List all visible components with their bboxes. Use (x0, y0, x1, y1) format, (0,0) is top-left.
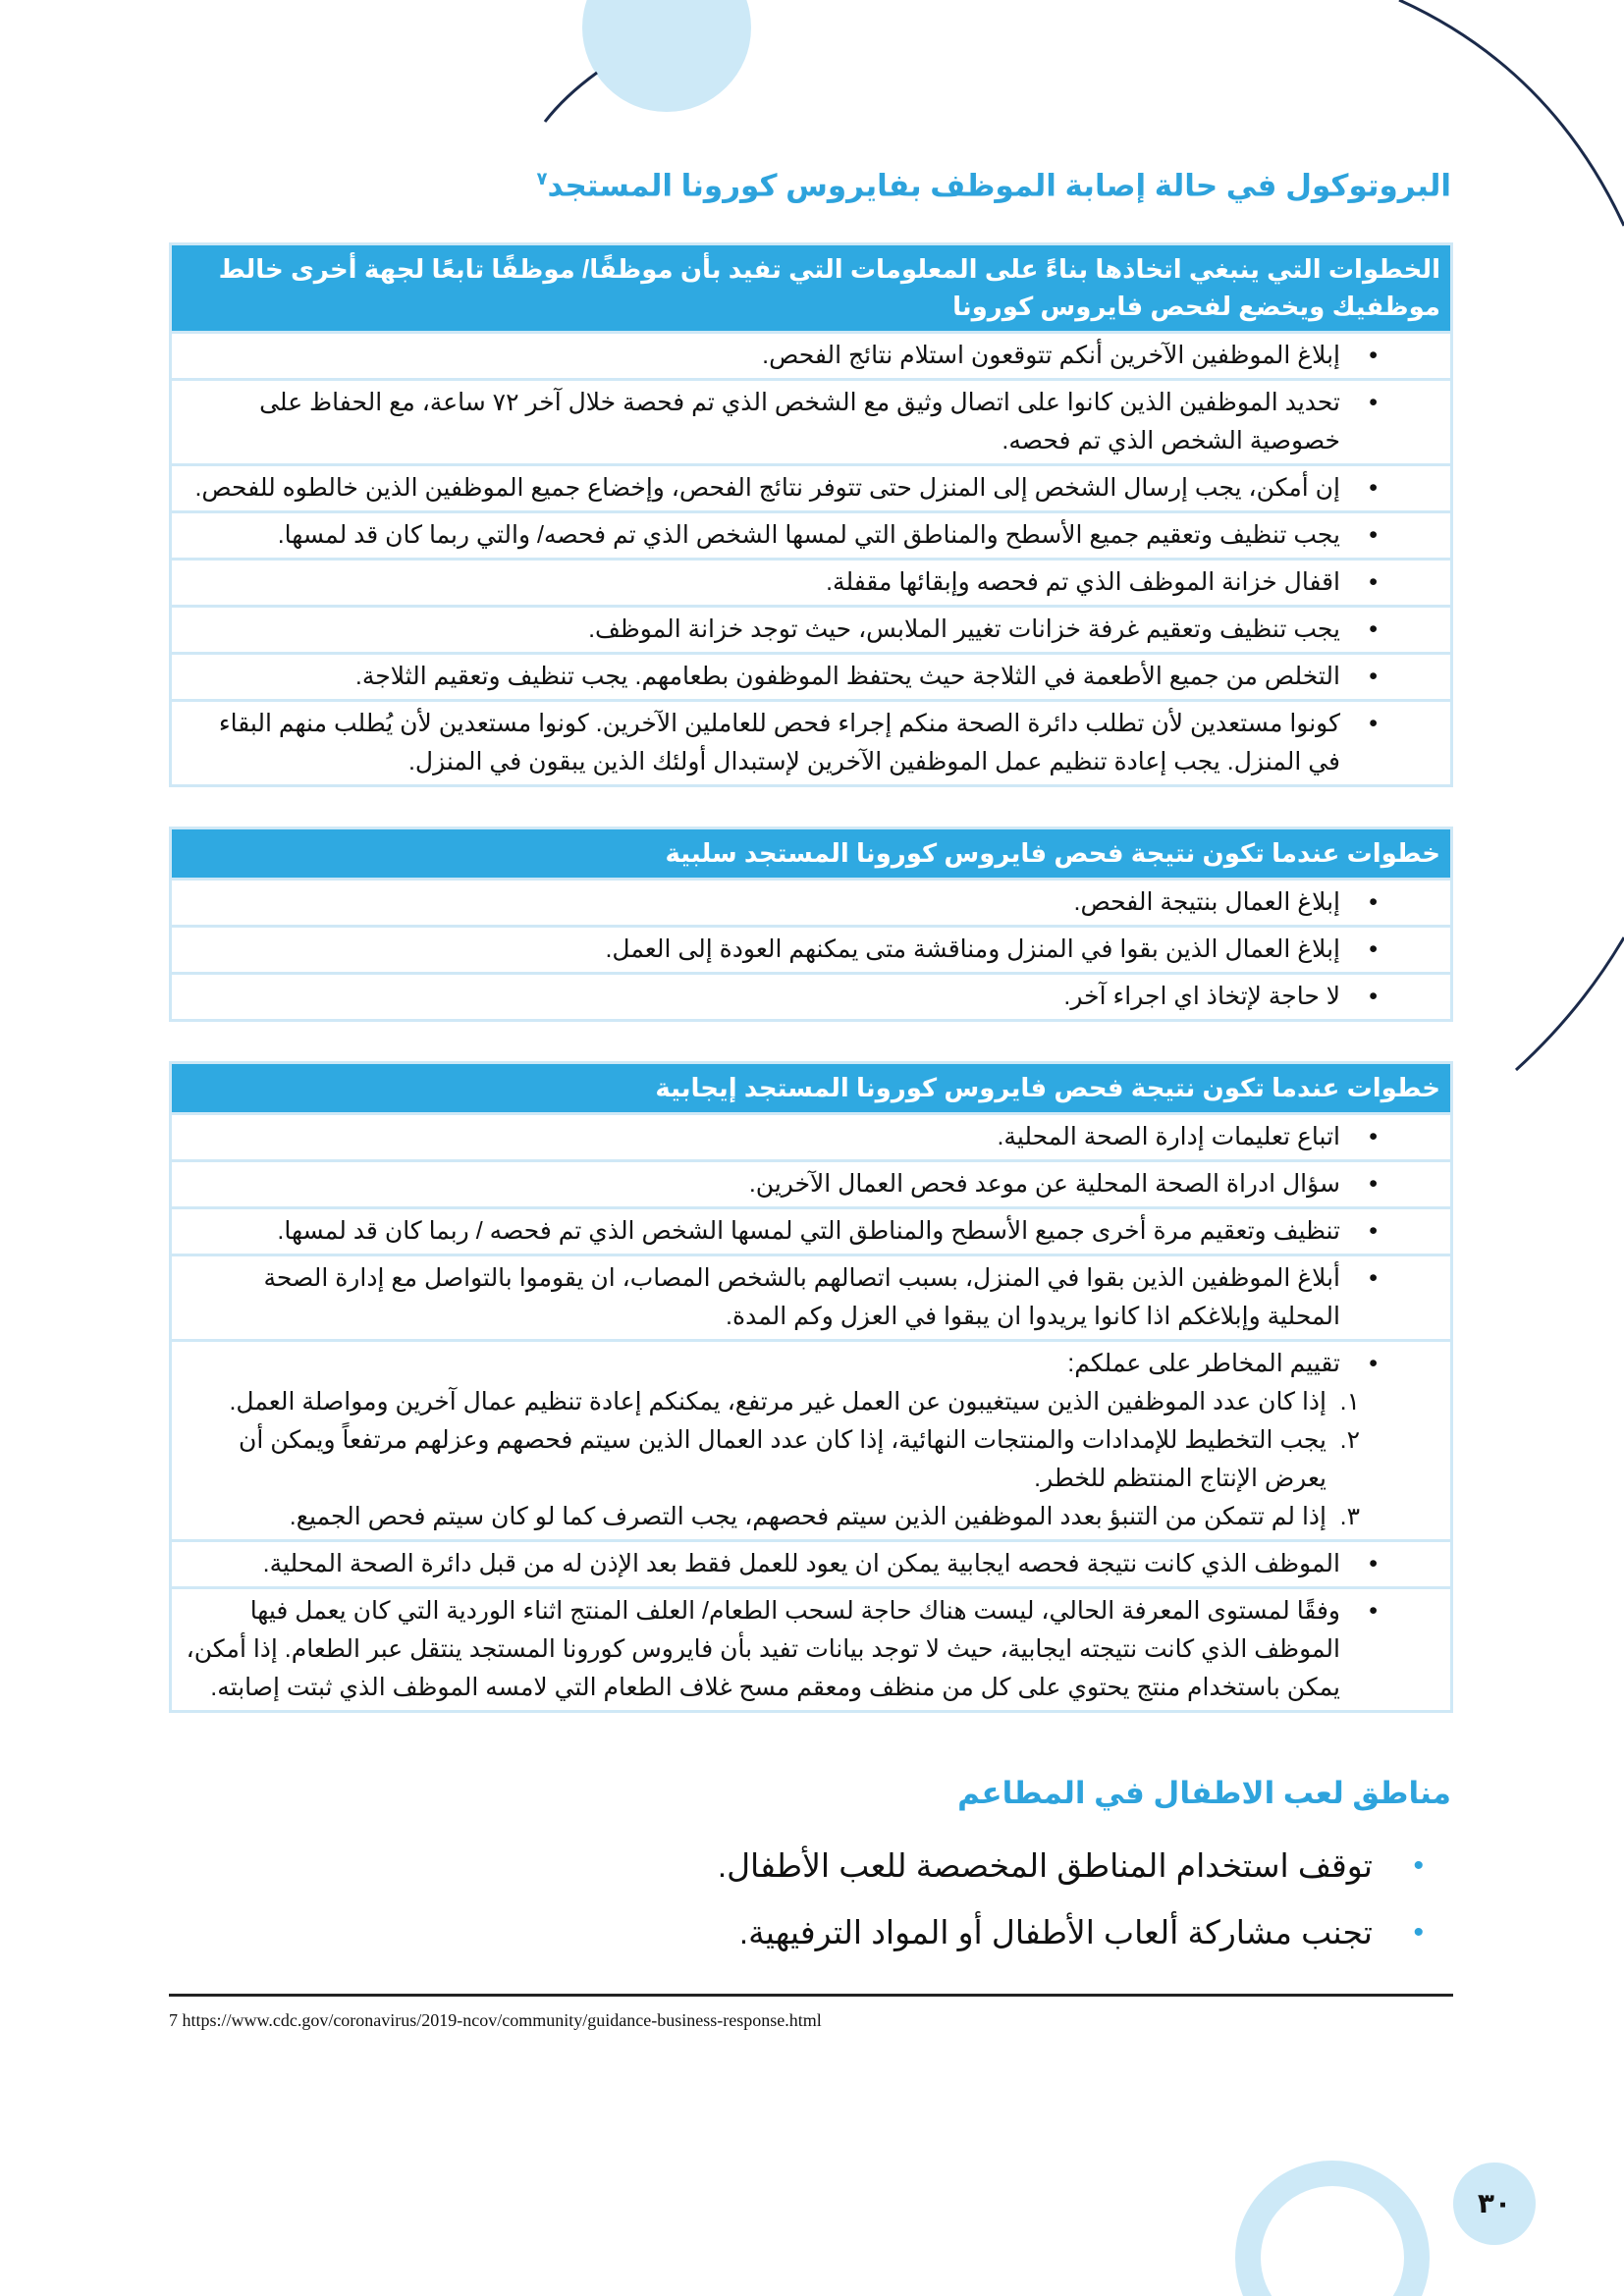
table-row (172, 1159, 1450, 1206)
bullet-icon: • (1369, 1550, 1378, 1578)
bullet-icon: • (1413, 1849, 1424, 1883)
bullet-icon: • (1413, 1916, 1424, 1949)
table-row-risk-assessment (172, 1339, 1450, 1539)
page-title (169, 157, 1451, 207)
table-row (172, 331, 1450, 378)
list-item-text: توقف استخدام المناطق المخصصة للعب الأطفال. (717, 1847, 1373, 1885)
table-row (172, 558, 1450, 605)
risk-label: تقييم المخاطر على عملكم: (1067, 1350, 1340, 1378)
item-text: إذا كان عدد الموظفين الذين سيتغيبون عن العمل غير مرتفع، يمكنكم إعادة تنظيم عمال آخرين ومواصلة العمل. (229, 1388, 1326, 1416)
bullet-icon: • (1369, 1350, 1378, 1378)
row-text: الموظف الذي كانت نتيجة فحصه ايجابية يمكن ان يعود للعمل فقط بعد الإذن له من قبل دائرة الصحة المحلية. (262, 1550, 1340, 1578)
table-row (172, 1586, 1450, 1710)
table-row (172, 1206, 1450, 1254)
row-text: وفقًا لمستوى المعرفة الحالي، ليست هناك حاجة لسحب الطعام/ العلف المنتج اثناء الوردية التي كان يعمل فيها الموظف الذي كانت نتيجته ايجابية، حيث لا توجد بيانات تفيد بأن فايروس كورونا المستجد ينتقل عبر الطعام. إذا أمكن، يمكن باستخدام منتج يحتوي على كل من منظف ومعقم مسح غلاف الطعام التي لامسه الموظف الذي ثبتت إصابته. (186, 1597, 1340, 1702)
table-row (172, 972, 1450, 1019)
bullet-icon: • (1369, 1264, 1378, 1293)
bullet-icon: • (1369, 888, 1378, 917)
list-item-text: تجنب مشاركة ألعاب الأطفال أو المواد الترفيهية. (738, 1914, 1373, 1951)
bullet-icon: • (1369, 1170, 1378, 1199)
decor-bottom-ring (1248, 2173, 1417, 2296)
table-row (172, 605, 1450, 652)
bullet-icon: • (1369, 474, 1378, 503)
page-title-text: البروتوكول في حالة إصابة الموظف بفايروس كورونا المستجد (547, 168, 1451, 203)
row-text: كونوا مستعدين لأن تطلب دائرة الصحة منكم إجراء فحص للعاملين الآخرين. كونوا مستعدين لأن يُطلب منهم البقاء في المنزل. يجب إعادة تنظيم عمل الموظفين الآخرين لإستبدال أولئك الذين يبقون في المنزل. (218, 710, 1340, 776)
table-negative-result (169, 827, 1453, 1022)
bullet-icon: • (1369, 935, 1378, 964)
item-number: ٣. (1339, 1503, 1360, 1531)
table-row (172, 925, 1450, 972)
numbered-item (186, 1383, 1360, 1421)
footnote-ref: ٧ (536, 169, 548, 188)
item-text: يجب التخطيط للإمدادات والمنتجات النهائية، إذا كان عدد العمال الذين سيتم فحصهم وعزلهم مرتفعاً ويمكن أن يعرض الإنتاج المنتظم للخطر. (238, 1426, 1326, 1493)
table-positive-result (169, 1061, 1453, 1713)
bullet-icon: • (1369, 663, 1378, 691)
footnote-divider (169, 1994, 1453, 1997)
row-text: تنظيف وتعقيم مرة أخرى جميع الأسطح والمناطق التي لمسها الشخص الذي تم فحصه / ربما كان قد لمسها. (277, 1217, 1340, 1246)
section-title-play-areas: مناطق لعب الاطفال في المطاعم (957, 1776, 1451, 1811)
table-contact-steps (169, 242, 1453, 787)
list-item (169, 1911, 1424, 1954)
row-text: يجب تنظيف وتعقيم غرفة خزانات تغيير الملابس، حيث توجد خزانة الموظف. (588, 615, 1340, 644)
row-text: إبلاغ العمال الذين بقوا في المنزل ومناقشة متى يمكنهم العودة إلى العمل. (605, 935, 1340, 964)
numbered-item (186, 1421, 1360, 1498)
bullet-icon: • (1369, 521, 1378, 550)
item-number: ١. (1339, 1388, 1360, 1416)
row-text: أبلاغ الموظفين الذين بقوا في المنزل، بسبب اتصالهم بالشخص المصاب، ان يقوموا بالتواصل مع إدارة الصحة المحلية وإبلاغكم اذا كانوا يريدوا ان يبقوا في العزل وكم المدة. (263, 1264, 1340, 1331)
page-content (169, 0, 1453, 2149)
table-row (172, 510, 1450, 558)
footnote: 7 https://www.cdc.gov/coronavirus/2019-ncov/community/guidance-business-response.html (169, 2010, 822, 2031)
table-row (172, 652, 1450, 699)
bullet-icon: • (1369, 710, 1378, 738)
row-text: سؤال ادراة الصحة المحلية عن موعد فحص العمال الآخرين. (748, 1170, 1340, 1199)
bullet-icon: • (1369, 983, 1378, 1011)
decor-arc-right-bottom (1516, 937, 1624, 1070)
table-row (172, 378, 1450, 463)
bullet-icon: • (1369, 1123, 1378, 1151)
row-text: اقفال خزانة الموظف الذي تم فحصه وإبقائها مقفلة. (826, 568, 1340, 597)
bullet-icon: • (1369, 568, 1378, 597)
table-row (172, 1112, 1450, 1159)
table-header: خطوات عندما تكون نتيجة فحص فايروس كورونا المستجد سلبية (172, 829, 1450, 878)
table-row (172, 1539, 1450, 1586)
bullet-icon: • (1369, 389, 1378, 417)
row-text: يجب تنظيف وتعقيم جميع الأسطح والمناطق التي لمسها الشخص الذي تم فحصه/ والتي ربما كان قد لمسها. (277, 521, 1340, 550)
table-row (172, 1254, 1450, 1339)
item-number: ٢. (1339, 1426, 1360, 1455)
bullet-icon: • (1369, 1217, 1378, 1246)
row-text: إبلاغ العمال بنتيجة الفحص. (1073, 888, 1340, 917)
bullet-icon: • (1369, 615, 1378, 644)
numbered-item (186, 1498, 1360, 1536)
row-text: اتباع تعليمات إدارة الصحة المحلية. (997, 1123, 1340, 1151)
table-row (172, 463, 1450, 510)
bullet-icon: • (1369, 342, 1378, 370)
row-text: لا حاجة لإتخاذ اي اجراء آخر. (1063, 983, 1340, 1011)
row-text: تحديد الموظفين الذين كانوا على اتصال وثيق مع الشخص الذي تم فحصة خلال آخر ٧٢ ساعة، مع الحفاظ على خصوصية الشخص الذي تم فحصه. (259, 389, 1340, 455)
row-text: إبلاغ الموظفين الآخرين أنكم تتوقعون استلام نتائج الفحص. (762, 342, 1340, 370)
list-item (169, 1844, 1424, 1888)
item-text: إذا لم تتمكن من التنبؤ بعدد الموظفين الذين سيتم فحصهم، يجب التصرف كما لو كان سيتم فحص الجميع. (289, 1503, 1326, 1531)
table-header: الخطوات التي ينبغي اتخاذها بناءً على المعلومات التي تفيد بأن موظفًا/ موظفًا تابعًا لجهة أخرى خالط موظفيك ويخضع لفحص فايروس كورونا (172, 245, 1450, 331)
row-text: إن أمكن، يجب إرسال الشخص إلى المنزل حتى تتوفر نتائج الفحص، وإخضاع جميع الموظفين الذين خالطوه للفحص. (194, 474, 1340, 503)
page-number: ٣٠ (1453, 2163, 1536, 2245)
row-text: التخلص من جميع الأطعمة في الثلاجة حيث يحتفظ الموظفون بطعامهم. يجب تنظيف وتعقيم الثلاجة. (354, 663, 1340, 691)
table-header: خطوات عندما تكون نتيجة فحص فايروس كورونا المستجد إيجابية (172, 1064, 1450, 1112)
table-row (172, 878, 1450, 925)
bullet-icon: • (1369, 1597, 1378, 1626)
table-row (172, 699, 1450, 784)
